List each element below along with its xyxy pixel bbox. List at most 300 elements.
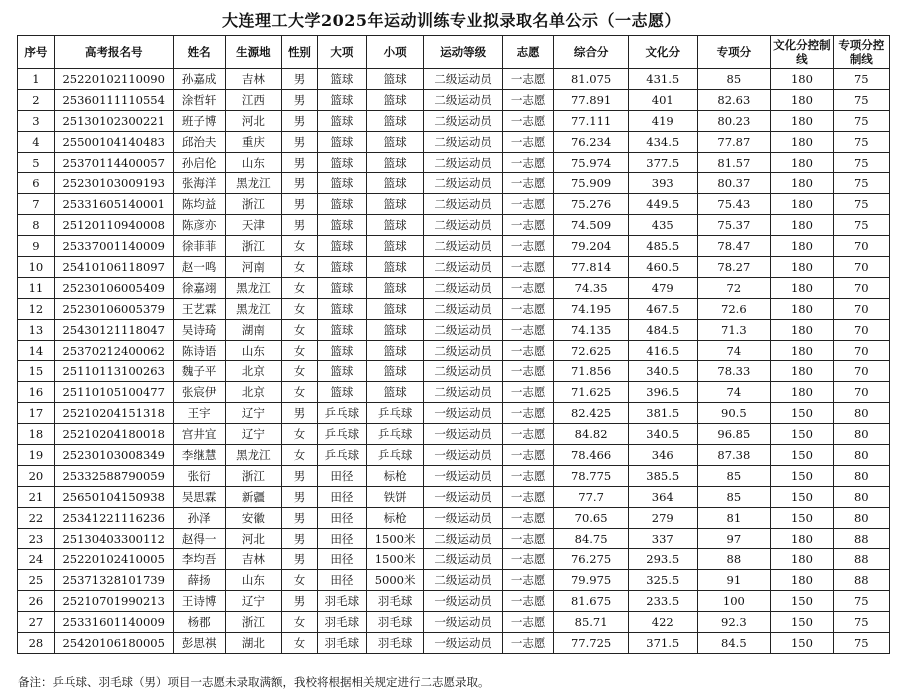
preference-cell: 一志愿 [503,549,554,570]
athlete-level-cell: 一级运动员 [424,633,503,654]
specialty-cutoff-cell: 75 [833,612,889,633]
gender-cell: 男 [282,215,318,236]
row-number-cell: 3 [18,110,55,131]
academic-cutoff-cell: 180 [771,257,833,278]
sport-category-cell: 乒乓球 [317,445,366,466]
row-number-cell: 26 [18,591,55,612]
student-name-cell: 涂哲轩 [173,89,225,110]
exam-registration-number-cell: 25230103008349 [54,445,173,466]
composite-score-cell: 78.466 [554,445,629,466]
student-name-cell: 王宇 [173,403,225,424]
academic-cutoff-cell: 180 [771,173,833,194]
origin-province-cell: 河北 [225,528,281,549]
specialty-cutoff-cell: 70 [833,298,889,319]
row-number-cell: 5 [18,152,55,173]
table-row [18,465,890,486]
specialty-score-cell: 82.63 [697,89,771,110]
sport-event-cell: 篮球 [366,382,423,403]
sport-event-cell: 1500米 [366,528,423,549]
academic-cutoff-cell: 150 [771,486,833,507]
composite-score-cell: 84.82 [554,424,629,445]
preference-cell: 一志愿 [503,152,554,173]
specialty-score-cell: 87.38 [697,445,771,466]
student-name-cell: 班子博 [173,110,225,131]
origin-province-cell: 新疆 [225,486,281,507]
preference-cell: 一志愿 [503,424,554,445]
student-name-cell: 杨郡 [173,612,225,633]
exam-registration-number-cell: 25360111110554 [54,89,173,110]
athlete-level-cell: 一级运动员 [424,403,503,424]
exam-registration-number-cell: 25230103009193 [54,173,173,194]
student-name-cell: 魏子平 [173,361,225,382]
specialty-cutoff-cell: 70 [833,361,889,382]
table-row [18,173,890,194]
specialty-score-cell: 100 [697,591,771,612]
athlete-level-cell: 一级运动员 [424,486,503,507]
column-header: 性别 [282,36,318,69]
specialty-score-cell: 91 [697,570,771,591]
table-row [18,340,890,361]
table-body [18,69,890,654]
gender-cell: 男 [282,110,318,131]
gender-cell: 女 [282,361,318,382]
specialty-cutoff-cell: 75 [833,69,889,90]
table-row [18,298,890,319]
gender-cell: 女 [282,424,318,445]
student-name-cell: 张衍 [173,465,225,486]
student-name-cell: 陈彦亦 [173,215,225,236]
composite-score-cell: 77.814 [554,257,629,278]
academic-cutoff-cell: 150 [771,403,833,424]
composite-score-cell: 79.975 [554,570,629,591]
student-name-cell: 王诗博 [173,591,225,612]
table-row [18,69,890,90]
composite-score-cell: 76.234 [554,131,629,152]
composite-score-cell: 72.625 [554,340,629,361]
exam-registration-number-cell: 25210701990213 [54,591,173,612]
specialty-cutoff-cell: 75 [833,215,889,236]
academic-cutoff-cell: 180 [771,131,833,152]
academic-cutoff-cell: 150 [771,591,833,612]
composite-score-cell: 84.75 [554,528,629,549]
gender-cell: 女 [282,382,318,403]
table-row [18,361,890,382]
student-name-cell: 陈诗语 [173,340,225,361]
sport-category-cell: 田径 [317,465,366,486]
sport-category-cell: 篮球 [317,382,366,403]
athlete-level-cell: 二级运动员 [424,110,503,131]
exam-registration-number-cell: 25130403300112 [54,528,173,549]
exam-registration-number-cell: 25331601140009 [54,612,173,633]
preference-cell: 一志愿 [503,236,554,257]
specialty-score-cell: 81 [697,507,771,528]
row-number-cell: 7 [18,194,55,215]
academic-cutoff-cell: 180 [771,110,833,131]
table-row [18,131,890,152]
academic-score-cell: 340.5 [628,361,697,382]
sport-category-cell: 田径 [317,507,366,528]
preference-cell: 一志愿 [503,445,554,466]
exam-registration-number-cell: 25420106180005 [54,633,173,654]
athlete-level-cell: 一级运动员 [424,591,503,612]
academic-score-cell: 393 [628,173,697,194]
row-number-cell: 23 [18,528,55,549]
academic-cutoff-cell: 180 [771,194,833,215]
specialty-cutoff-cell: 70 [833,277,889,298]
academic-score-cell: 385.5 [628,465,697,486]
sport-event-cell: 标枪 [366,507,423,528]
academic-cutoff-cell: 180 [771,528,833,549]
student-name-cell: 孙嘉成 [173,69,225,90]
table-row [18,486,890,507]
preference-cell: 一志愿 [503,173,554,194]
sport-category-cell: 羽毛球 [317,612,366,633]
origin-province-cell: 山东 [225,152,281,173]
composite-score-cell: 81.675 [554,591,629,612]
origin-province-cell: 北京 [225,361,281,382]
sport-event-cell: 篮球 [366,194,423,215]
composite-score-cell: 76.275 [554,549,629,570]
academic-score-cell: 422 [628,612,697,633]
gender-cell: 男 [282,465,318,486]
composite-score-cell: 77.111 [554,110,629,131]
admission-list-table [17,35,890,654]
preference-cell: 一志愿 [503,131,554,152]
student-name-cell: 赵得一 [173,528,225,549]
exam-registration-number-cell: 25331605140001 [54,194,173,215]
preference-cell: 一志愿 [503,570,554,591]
row-number-cell: 17 [18,403,55,424]
exam-registration-number-cell: 25341221116236 [54,507,173,528]
gender-cell: 女 [282,277,318,298]
origin-province-cell: 山东 [225,570,281,591]
row-number-cell: 15 [18,361,55,382]
preference-cell: 一志愿 [503,340,554,361]
sport-category-cell: 田径 [317,528,366,549]
origin-province-cell: 浙江 [225,194,281,215]
specialty-cutoff-cell: 75 [833,89,889,110]
exam-registration-number-cell: 25370114400057 [54,152,173,173]
academic-cutoff-cell: 180 [771,69,833,90]
specialty-score-cell: 72.6 [697,298,771,319]
specialty-score-cell: 85 [697,465,771,486]
exam-registration-number-cell: 25130102300221 [54,110,173,131]
row-number-cell: 19 [18,445,55,466]
origin-province-cell: 江西 [225,89,281,110]
academic-score-cell: 340.5 [628,424,697,445]
preference-cell: 一志愿 [503,507,554,528]
specialty-cutoff-cell: 88 [833,549,889,570]
table-row [18,382,890,403]
sport-category-cell: 篮球 [317,173,366,194]
specialty-score-cell: 72 [697,277,771,298]
sport-event-cell: 篮球 [366,69,423,90]
academic-cutoff-cell: 150 [771,445,833,466]
document-title: 大连理工大学2025年运动训练专业拟录取名单公示（一志愿） [221,11,682,30]
academic-cutoff-cell: 180 [771,549,833,570]
preference-cell: 一志愿 [503,319,554,340]
row-number-cell: 10 [18,257,55,278]
gender-cell: 男 [282,507,318,528]
specialty-score-cell: 75.43 [697,194,771,215]
specialty-cutoff-cell: 75 [833,194,889,215]
origin-province-cell: 辽宁 [225,591,281,612]
specialty-score-cell: 88 [697,549,771,570]
academic-cutoff-cell: 180 [771,340,833,361]
composite-score-cell: 77.725 [554,633,629,654]
composite-score-cell: 74.35 [554,277,629,298]
academic-cutoff-cell: 150 [771,612,833,633]
composite-score-cell: 79.204 [554,236,629,257]
specialty-score-cell: 97 [697,528,771,549]
student-name-cell: 孙启伦 [173,152,225,173]
row-number-cell: 24 [18,549,55,570]
exam-registration-number-cell: 25110105100477 [54,382,173,403]
athlete-level-cell: 一级运动员 [424,424,503,445]
specialty-cutoff-cell: 88 [833,528,889,549]
student-name-cell: 陈均益 [173,194,225,215]
student-name-cell: 李均吾 [173,549,225,570]
specialty-cutoff-cell: 75 [833,633,889,654]
gender-cell: 男 [282,549,318,570]
specialty-cutoff-cell: 70 [833,319,889,340]
academic-cutoff-cell: 180 [771,152,833,173]
origin-province-cell: 安徽 [225,507,281,528]
student-name-cell: 张宸伊 [173,382,225,403]
academic-score-cell: 485.5 [628,236,697,257]
row-number-cell: 13 [18,319,55,340]
exam-registration-number-cell: 25430121118047 [54,319,173,340]
origin-province-cell: 北京 [225,382,281,403]
specialty-cutoff-cell: 80 [833,424,889,445]
preference-cell: 一志愿 [503,361,554,382]
sport-category-cell: 篮球 [317,277,366,298]
sport-event-cell: 篮球 [366,361,423,382]
composite-score-cell: 74.509 [554,215,629,236]
student-name-cell: 孙泽 [173,507,225,528]
academic-score-cell: 293.5 [628,549,697,570]
sport-event-cell: 篮球 [366,257,423,278]
specialty-cutoff-cell: 75 [833,131,889,152]
table-row [18,403,890,424]
column-header: 专项分控制线 [833,36,889,69]
specialty-cutoff-cell: 75 [833,152,889,173]
athlete-level-cell: 二级运动员 [424,236,503,257]
row-number-cell: 27 [18,612,55,633]
table-row [18,570,890,591]
specialty-score-cell: 96.85 [697,424,771,445]
academic-score-cell: 416.5 [628,340,697,361]
origin-province-cell: 浙江 [225,236,281,257]
sport-event-cell: 篮球 [366,319,423,340]
exam-registration-number-cell: 25230106005409 [54,277,173,298]
sport-category-cell: 乒乓球 [317,403,366,424]
academic-score-cell: 431.5 [628,69,697,90]
gender-cell: 女 [282,445,318,466]
academic-cutoff-cell: 180 [771,277,833,298]
table-row [18,194,890,215]
composite-score-cell: 75.276 [554,194,629,215]
sport-event-cell: 乒乓球 [366,424,423,445]
academic-score-cell: 337 [628,528,697,549]
specialty-score-cell: 77.87 [697,131,771,152]
sport-event-cell: 篮球 [366,215,423,236]
sport-event-cell: 篮球 [366,298,423,319]
table-row [18,591,890,612]
sport-event-cell: 5000米 [366,570,423,591]
exam-registration-number-cell: 25220102410005 [54,549,173,570]
table-row [18,528,890,549]
row-number-cell: 18 [18,424,55,445]
composite-score-cell: 71.625 [554,382,629,403]
athlete-level-cell: 二级运动员 [424,298,503,319]
specialty-cutoff-cell: 70 [833,257,889,278]
academic-cutoff-cell: 150 [771,507,833,528]
academic-cutoff-cell: 180 [771,89,833,110]
academic-cutoff-cell: 150 [771,465,833,486]
gender-cell: 女 [282,612,318,633]
origin-province-cell: 辽宁 [225,403,281,424]
athlete-level-cell: 二级运动员 [424,89,503,110]
athlete-level-cell: 二级运动员 [424,194,503,215]
exam-registration-number-cell: 25110113100263 [54,361,173,382]
athlete-level-cell: 二级运动员 [424,131,503,152]
specialty-score-cell: 75.37 [697,215,771,236]
sport-category-cell: 羽毛球 [317,633,366,654]
row-number-cell: 11 [18,277,55,298]
specialty-score-cell: 85 [697,69,771,90]
row-number-cell: 12 [18,298,55,319]
specialty-cutoff-cell: 80 [833,445,889,466]
specialty-score-cell: 90.5 [697,403,771,424]
table-row [18,89,890,110]
academic-score-cell: 467.5 [628,298,697,319]
academic-score-cell: 435 [628,215,697,236]
academic-score-cell: 401 [628,89,697,110]
sport-event-cell: 篮球 [366,277,423,298]
row-number-cell: 25 [18,570,55,591]
specialty-score-cell: 78.33 [697,361,771,382]
gender-cell: 男 [282,403,318,424]
gender-cell: 男 [282,89,318,110]
athlete-level-cell: 一级运动员 [424,612,503,633]
preference-cell: 一志愿 [503,69,554,90]
preference-cell: 一志愿 [503,633,554,654]
row-number-cell: 9 [18,236,55,257]
table-row [18,507,890,528]
specialty-cutoff-cell: 70 [833,236,889,257]
preference-cell: 一志愿 [503,528,554,549]
table-row [18,152,890,173]
preference-cell: 一志愿 [503,382,554,403]
specialty-cutoff-cell: 88 [833,570,889,591]
athlete-level-cell: 二级运动员 [424,69,503,90]
table-row [18,110,890,131]
specialty-cutoff-cell: 75 [833,591,889,612]
academic-cutoff-cell: 180 [771,570,833,591]
athlete-level-cell: 二级运动员 [424,361,503,382]
row-number-cell: 1 [18,69,55,90]
gender-cell: 男 [282,591,318,612]
row-number-cell: 16 [18,382,55,403]
specialty-cutoff-cell: 80 [833,465,889,486]
table-row [18,236,890,257]
specialty-cutoff-cell: 80 [833,507,889,528]
sport-event-cell: 篮球 [366,236,423,257]
athlete-level-cell: 二级运动员 [424,152,503,173]
gender-cell: 男 [282,194,318,215]
academic-cutoff-cell: 180 [771,298,833,319]
preference-cell: 一志愿 [503,298,554,319]
sport-event-cell: 篮球 [366,152,423,173]
row-number-cell: 22 [18,507,55,528]
origin-province-cell: 吉林 [225,69,281,90]
origin-province-cell: 河北 [225,110,281,131]
gender-cell: 女 [282,236,318,257]
sport-event-cell: 羽毛球 [366,612,423,633]
sport-category-cell: 篮球 [317,110,366,131]
preference-cell: 一志愿 [503,591,554,612]
preference-cell: 一志愿 [503,194,554,215]
athlete-level-cell: 二级运动员 [424,382,503,403]
specialty-score-cell: 84.5 [697,633,771,654]
exam-registration-number-cell: 25120110940008 [54,215,173,236]
academic-cutoff-cell: 180 [771,215,833,236]
specialty-score-cell: 74 [697,382,771,403]
sport-event-cell: 篮球 [366,173,423,194]
column-header: 小项 [366,36,423,69]
student-name-cell: 张海洋 [173,173,225,194]
gender-cell: 女 [282,570,318,591]
preference-cell: 一志愿 [503,110,554,131]
exam-registration-number-cell: 25500104140483 [54,131,173,152]
academic-score-cell: 233.5 [628,591,697,612]
sport-category-cell: 篮球 [317,319,366,340]
gender-cell: 男 [282,69,318,90]
origin-province-cell: 湖北 [225,633,281,654]
student-name-cell: 吴诗琦 [173,319,225,340]
row-number-cell: 2 [18,89,55,110]
athlete-level-cell: 二级运动员 [424,528,503,549]
sport-event-cell: 羽毛球 [366,633,423,654]
specialty-cutoff-cell: 70 [833,340,889,361]
exam-registration-number-cell: 25332588790059 [54,465,173,486]
sport-event-cell: 篮球 [366,340,423,361]
table-row [18,257,890,278]
exam-registration-number-cell: 25210204180018 [54,424,173,445]
academic-cutoff-cell: 180 [771,236,833,257]
preference-cell: 一志愿 [503,403,554,424]
row-number-cell: 8 [18,215,55,236]
composite-score-cell: 81.075 [554,69,629,90]
exam-registration-number-cell: 25220102110090 [54,69,173,90]
sport-event-cell: 1500米 [366,549,423,570]
origin-province-cell: 天津 [225,215,281,236]
table-row [18,215,890,236]
specialty-cutoff-cell: 70 [833,382,889,403]
preference-cell: 一志愿 [503,486,554,507]
composite-score-cell: 85.71 [554,612,629,633]
column-header: 生源地 [225,36,281,69]
sport-category-cell: 篮球 [317,361,366,382]
academic-score-cell: 325.5 [628,570,697,591]
athlete-level-cell: 一级运动员 [424,445,503,466]
origin-province-cell: 山东 [225,340,281,361]
exam-registration-number-cell: 25370212400062 [54,340,173,361]
sport-event-cell: 铁饼 [366,486,423,507]
table-row [18,277,890,298]
preference-cell: 一志愿 [503,612,554,633]
